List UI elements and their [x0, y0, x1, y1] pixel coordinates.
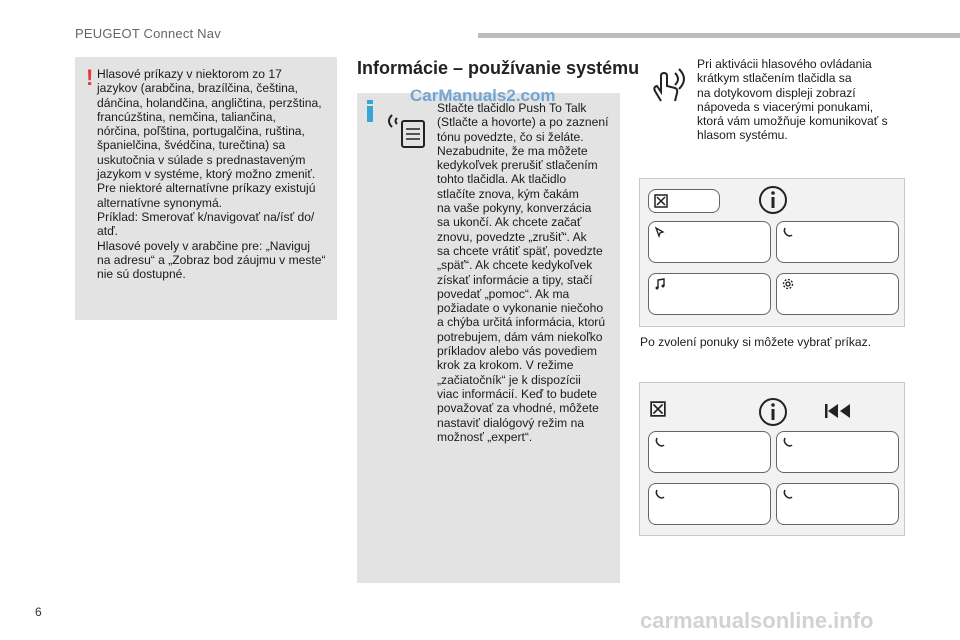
close-voice-button[interactable]: [648, 189, 720, 213]
back-button[interactable]: [824, 402, 854, 422]
touchscreen-mockup-commands: [639, 382, 905, 536]
watermark-bottom: carmanualsonline.info: [640, 608, 874, 633]
info-text: Stlačte tlačidlo Push To Talk (Stlačte a hovorte) a po zaznení tónu povedzte, čo si želáte. Nezabudnite, že ma môžete kedykoľvek prerušiť stlačením tohto tlačidla. Ak tlačidlo stlačíte znova, kým čakám na vaše pokyny, konverzácia sa ukončí. Ak chcete začať znovu, povedzte „zrušiť“. Ak sa chcete vrátiť späť, povedzte „späť“. Ak chcete kedykoľvek získať informácie a tipy, stačí povedať „pomoc“. Ak ma požiadate o vykonanie niečoho a chýba určitá informácia, ktorú potrebujem, dám vám niekoľko príkladov alebo vás povediem krok za krokom. V režime „začiatočník“ je k dispozícii viac informácií. Keď to budete považovať za vhodné, môžete nastaviť dialógový režim na možnosť „expert“.: [437, 101, 609, 444]
help-icon[interactable]: [758, 185, 788, 215]
header-title: PEUGEOT Connect Nav: [75, 26, 221, 41]
phone-icon: [654, 488, 666, 500]
phone-icon: [782, 488, 794, 500]
page-number: 6: [35, 605, 42, 619]
close-box-icon: [650, 401, 666, 417]
exclamation-icon: !: [86, 65, 94, 90]
warning-text: Hlasové príkazy v niektorom zo 17 jazykov (arabčina, brazílčina, čeština, dánčina, holandčina, angličtina, perzština, francúzština, nemčina, taliančina, nórčina, poľština, portugalčina, ruština, španielčina, švédčina, turečtina) sa uskutočnia v súlade s prednastaveným jazykom v systéme, ktorý možno zmeniť. Pre niektoré alternatívne príkazy existujú alternatívne synonymá. Príklad: Smerovať k/navigovať na/ísť do/ atď. Hlasové povely v arabčine pre: „Naviguj na adresu“ a „Zobraz bod záujmu v meste“ nie sú dostupné.: [97, 67, 326, 282]
command-button-3[interactable]: [648, 483, 771, 525]
voice-touch-icon: [647, 67, 687, 107]
menu-phone-button[interactable]: [776, 221, 899, 263]
help-icon[interactable]: [758, 397, 788, 427]
info-icon: [367, 100, 373, 122]
push-to-talk-icon: [382, 105, 430, 153]
warning-box: [75, 57, 337, 320]
header-bar: [478, 33, 960, 38]
touchscreen-mockup-main: [639, 178, 905, 327]
menu-navigation-button[interactable]: [648, 221, 771, 263]
watermark-logo: CarManuals2.com: [410, 86, 556, 105]
command-button-2[interactable]: [776, 431, 899, 473]
phone-icon: [782, 436, 794, 448]
music-note-icon: [654, 278, 666, 290]
command-button-4[interactable]: [776, 483, 899, 525]
close-box-icon: [654, 194, 668, 208]
gear-icon: [782, 278, 794, 290]
voice-text: Pri aktivácii hlasového ovládania krátkym stlačením tlačidla sa na dotykovom displeji zobrazí nápoveda s viacerými ponukami, ktorá vám umožňuje komunikovať s hlasom systému.: [697, 57, 888, 143]
info-circle-icon: [758, 397, 788, 427]
phone-icon: [654, 436, 666, 448]
navigation-arrow-icon: [654, 226, 666, 238]
caption: Po zvolení ponuky si môžete vybrať príkaz.: [640, 335, 872, 349]
menu-media-button[interactable]: [648, 273, 771, 315]
menu-settings-button[interactable]: [776, 273, 899, 315]
command-button-1[interactable]: [648, 431, 771, 473]
info-box: [357, 86, 620, 583]
phone-icon: [782, 226, 794, 238]
rewind-back-icon: [824, 402, 852, 420]
info-circle-icon: [758, 185, 788, 215]
section-title: Informácie – používanie systému: [357, 58, 640, 78]
close-voice-button[interactable]: [650, 401, 670, 421]
